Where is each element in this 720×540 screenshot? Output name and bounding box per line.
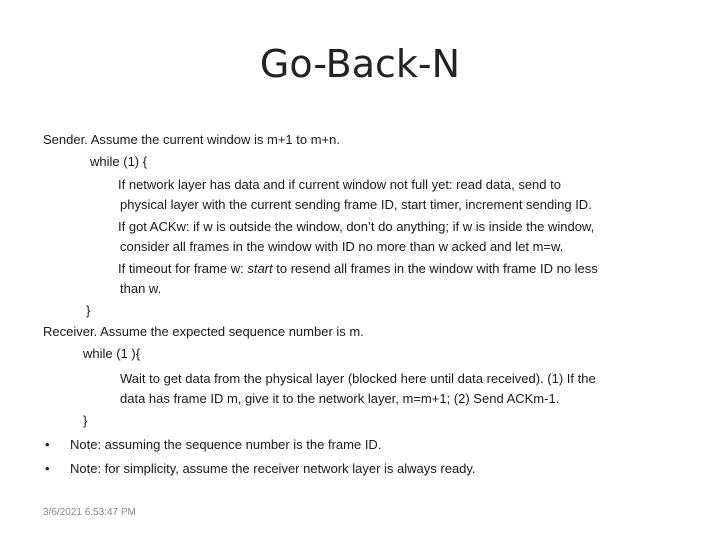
sender-line-5-emph: start xyxy=(247,261,273,276)
sender-line-1: If network layer has data and if current window not full yet: read data, send to xyxy=(118,177,561,192)
receiver-close-brace: } xyxy=(83,413,88,428)
receiver-while: while (1 ){ xyxy=(83,346,141,361)
receiver-line-2: data has frame ID m, give it to the network layer, m=m+1; (2) Send ACKm-1. xyxy=(120,391,560,406)
receiver-heading: Receiver. Assume the expected sequence number is m. xyxy=(43,324,364,339)
sender-line-4: consider all frames in the window with ID no more than w acked and let m=w. xyxy=(120,239,564,254)
note-1: Note: assuming the sequence number is the frame ID. xyxy=(70,437,382,452)
sender-line-2: physical layer with the current sending frame ID, start timer, increment sending ID. xyxy=(120,197,592,212)
sender-line-3: If got ACKw: if w is outside the window, don’t do anything; if w is inside the window, xyxy=(118,219,595,234)
sender-heading: Sender. Assume the current window is m+1 to m+n. xyxy=(43,132,340,147)
footer-timestamp: 3/6/2021 6:53:47 PM xyxy=(43,507,136,518)
bullet-1: • xyxy=(45,437,50,452)
receiver-line-1: Wait to get data from the physical layer (blocked here until data received). (1) If the xyxy=(120,371,596,386)
sender-line-6: than w. xyxy=(120,281,162,296)
note-2: Note: for simplicity, assume the receiver network layer is always ready. xyxy=(70,461,476,476)
slide-title: Go-Back-N xyxy=(259,42,461,86)
bullet-2: • xyxy=(45,461,50,476)
sender-close-brace: } xyxy=(86,303,91,318)
sender-line-5-a: If timeout for frame w: xyxy=(118,261,248,276)
sender-line-5-b: to resend all frames in the window with frame ID no less xyxy=(272,261,598,276)
sender-line-5 xyxy=(118,259,598,279)
sender-while: while (1) { xyxy=(90,154,148,169)
